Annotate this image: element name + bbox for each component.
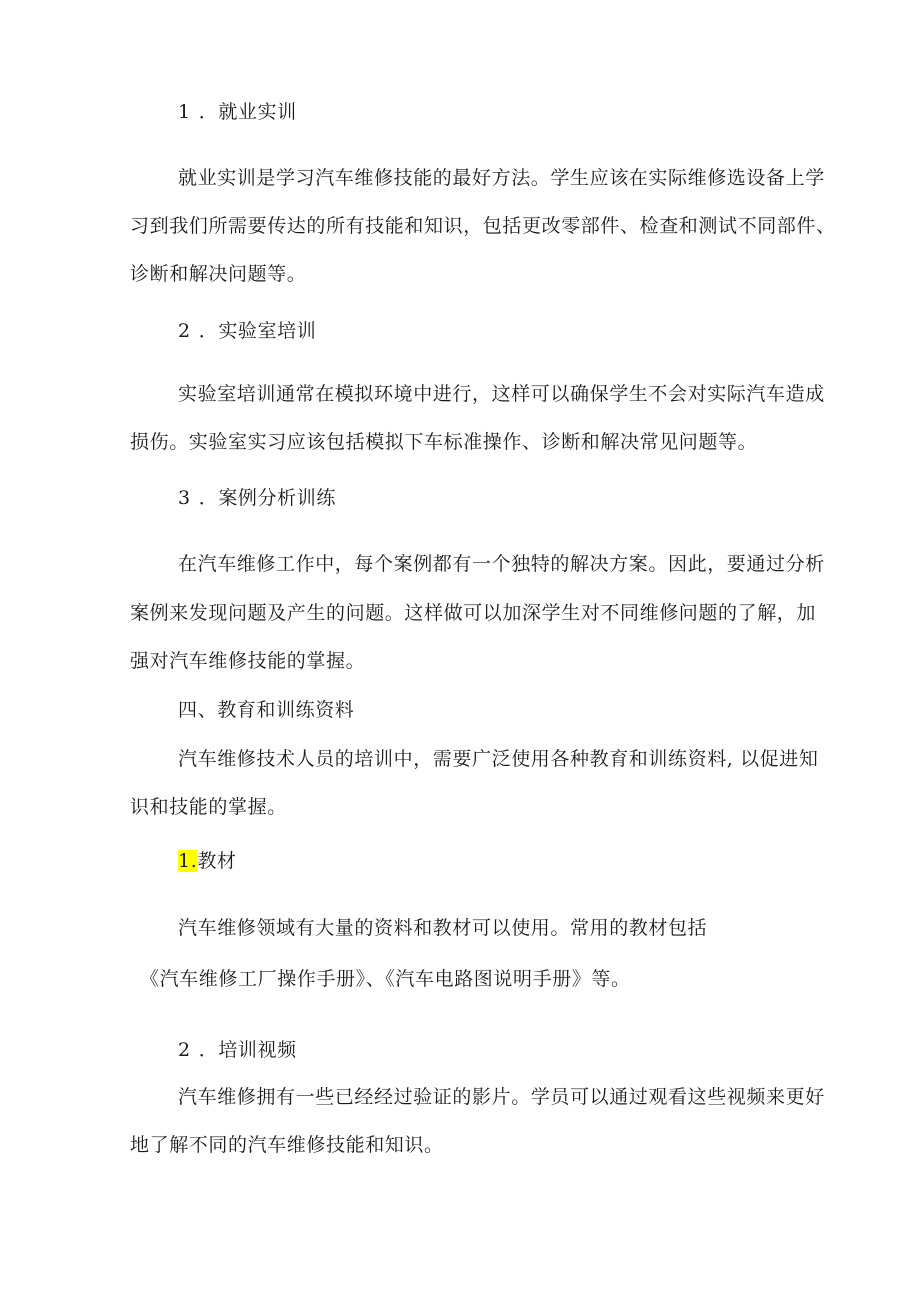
paragraph-line: 识和技能的掌握。 [130, 796, 287, 818]
heading-separator: ． [198, 320, 219, 342]
heading-number: 2 [178, 320, 191, 342]
heading-text: 实验室培训 [218, 320, 317, 342]
paragraph-line: 强对汽车维修技能的掌握。 [130, 650, 366, 672]
paragraph-line: 实验室培训通常在模拟环境中进行，这样可以确保学生不会对实际汽车造成 [178, 383, 825, 405]
heading-number: 2 [178, 1039, 191, 1061]
heading-number: 1 [178, 101, 191, 123]
paragraph-line: 损伤。实验室实习应该包括模拟下车标准操作、诊断和解决常见问题等。 [130, 431, 758, 453]
heading-text: 就业实训 [218, 101, 297, 123]
heading-text: 培训视频 [218, 1039, 297, 1061]
heading-number: 3 [178, 487, 191, 509]
heading-text: 教材 [197, 850, 237, 872]
section-heading-lab-training [178, 319, 316, 343]
paragraph-line: 汽车维修拥有一些已经经过验证的影片。学员可以通过观看这些视频来更好 [178, 1086, 825, 1108]
paragraph-line: 诊断和解决问题等。 [130, 263, 307, 285]
paragraph-line: 在汽车维修工作中，每个案例都有一个独特的解决方案。因此，要通过分析 [178, 553, 825, 575]
paragraph-line: 案例来发现问题及产生的问题。这样做可以加深学生对不同维修问题的了解，加 [130, 602, 817, 624]
heading-separator: ． [198, 1039, 219, 1061]
chapter-heading: 四、教育和训练资料 [178, 699, 355, 721]
highlighted-number: 1. [178, 850, 198, 872]
paragraph-line: 地了解不同的汽车维修技能和知识。 [130, 1134, 444, 1156]
section-heading-case-analysis [178, 486, 336, 510]
paragraph-line: 汽车维修领域有大量的资料和教材可以使用。常用的教材包括 [178, 917, 708, 939]
paragraph-line: 习到我们所需要传达的所有技能和知识，包括更改零部件、检查和测试不同部件、 [130, 215, 836, 237]
paragraph-line: 《汽车维修工厂操作手册》、《汽车电路图说明手册》等。 [140, 968, 631, 990]
section-heading-employment-training [178, 100, 297, 124]
subsection-heading-videos [178, 1038, 297, 1062]
paragraph-line: 汽车维修技术人员的培训中，需要广泛使用各种教育和训练资料, 以促进知 [178, 748, 819, 770]
heading-separator: ． [198, 101, 219, 123]
paragraph-line: 就业实训是学习汽车维修技能的最好方法。学生应该在实际维修选设备上学 [178, 167, 825, 189]
subsection-heading-textbooks [178, 849, 237, 873]
heading-text: 案例分析训练 [218, 487, 336, 509]
heading-separator: ． [198, 487, 219, 509]
